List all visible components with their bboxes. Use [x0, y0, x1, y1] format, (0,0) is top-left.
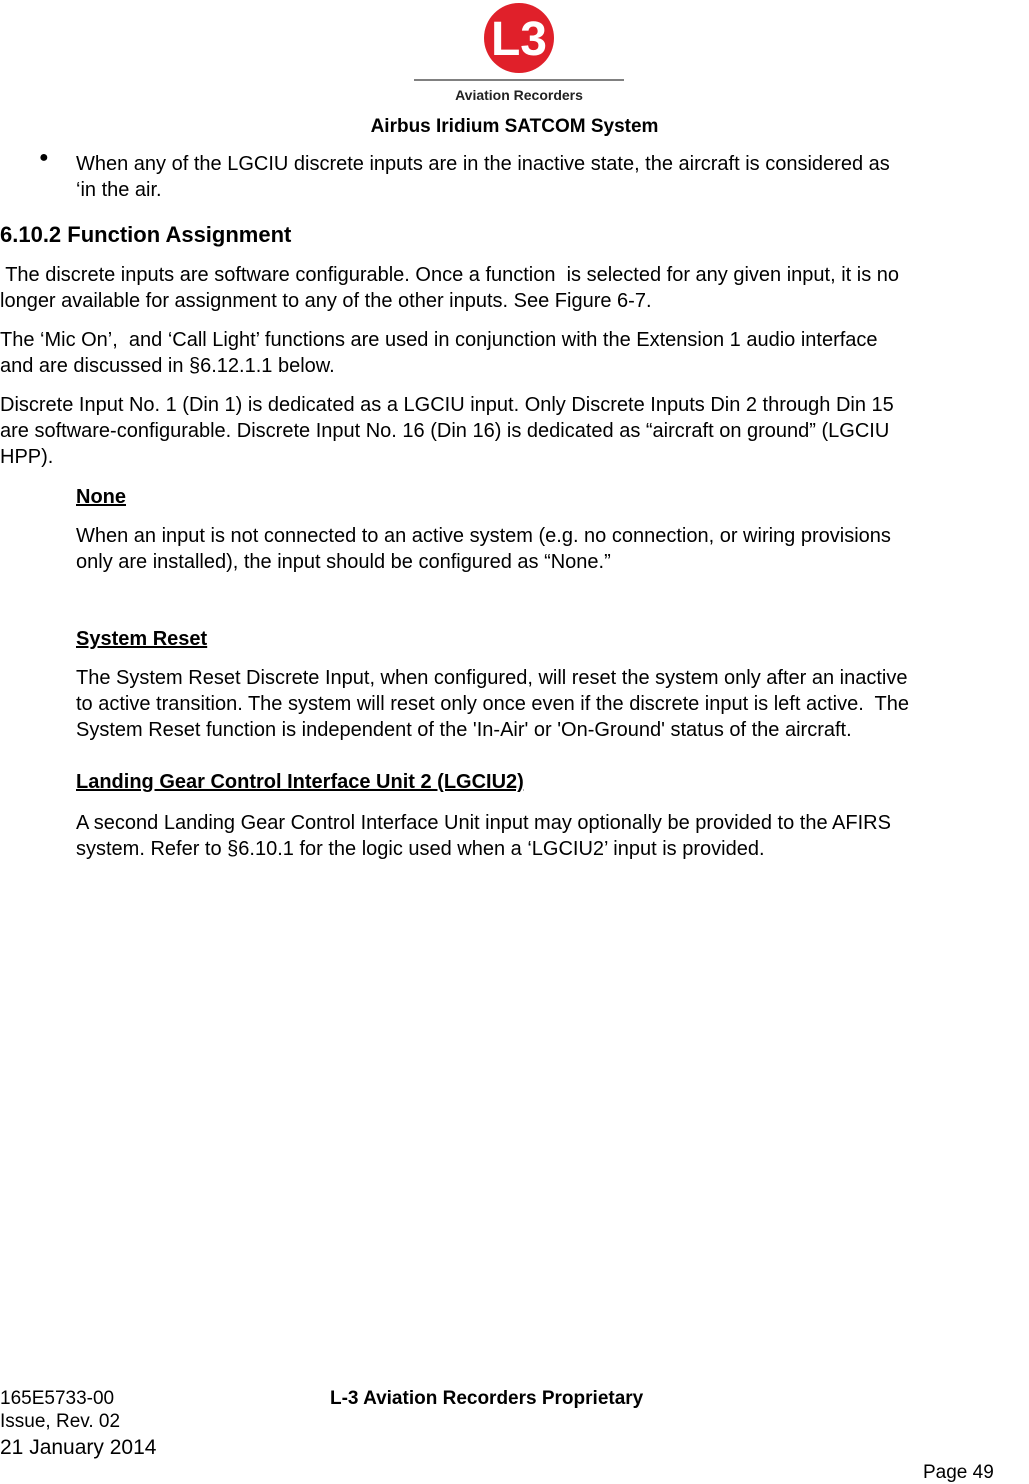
- system-reset-line-1: The System Reset Discrete Input, when configured, will reset the system only after an inactive: [76, 667, 908, 689]
- footer-proprietary: L-3 Aviation Recorders Proprietary: [330, 1388, 644, 1409]
- paragraph-2-line-1: The ‘Mic On’, and ‘Call Light’ functions are used in conjunction with the Extension 1 audio interface: [0, 329, 878, 351]
- company-logo: [414, 0, 624, 108]
- logo-text: L3: [490, 13, 548, 66]
- lgciu2-line-1: A second Landing Gear Control Interface Unit input may optionally be provided to the AFIRS: [76, 812, 891, 834]
- paragraph-1-line-2: longer available for assignment to any of the other inputs. See Figure 6-7.: [0, 290, 652, 312]
- paragraph-1-line-1: The discrete inputs are software configurable. Once a function is selected for any given input, it is no: [0, 264, 900, 286]
- none-line-1: When an input is not connected to an active system (e.g. no connection, or wiring provisions: [76, 525, 891, 547]
- lgciu2-line-2: system. Refer to §6.10.1 for the logic used when a ‘LGCIU2’ input is provided.: [76, 838, 765, 860]
- logo-subtitle: Aviation Recorders: [455, 87, 583, 103]
- bullet-line-1: When any of the LGCIU discrete inputs are in the inactive state, the aircraft is considered as: [76, 153, 890, 175]
- none-heading: None: [76, 486, 126, 508]
- system-reset-heading: System Reset: [76, 628, 208, 650]
- footer-issue: Issue, Rev. 02: [0, 1411, 121, 1432]
- paragraph-2-line-2: and are discussed in §6.12.1.1 below.: [0, 355, 335, 377]
- paragraph-3-line-2: are software-configurable. Discrete Input No. 16 (Din 16) is dedicated as “aircraft on ground” (LGCIU: [0, 420, 890, 442]
- paragraph-3-line-1: Discrete Input No. 1 (Din 1) is dedicated as a LGCIU input. Only Discrete Inputs Din 2 through Din 15: [0, 394, 894, 416]
- footer-doc-number: 165E5733-00: [0, 1388, 115, 1409]
- bullet-line-2: ‘in the air.: [76, 179, 162, 201]
- none-line-2: only are installed), the input should be configured as “None.”: [76, 551, 611, 573]
- footer-date: 21 January 2014: [0, 1436, 157, 1459]
- footer-page-number: Page 49: [923, 1462, 994, 1483]
- bullet-icon: ●: [39, 149, 49, 166]
- lgciu2-heading: Landing Gear Control Interface Unit 2 (LGCIU2): [76, 771, 524, 793]
- document-title: Airbus Iridium SATCOM System: [370, 116, 659, 137]
- system-reset-line-3: System Reset function is independent of the 'In-Air' or 'On-Ground' status of the aircraft.: [76, 719, 852, 741]
- paragraph-3-line-3: HPP).: [0, 446, 54, 468]
- l3-logo-icon: [414, 0, 624, 108]
- section-heading: 6.10.2 Function Assignment: [0, 222, 292, 247]
- system-reset-line-2: to active transition. The system will reset only once even if the discrete input is left active. The: [76, 693, 909, 715]
